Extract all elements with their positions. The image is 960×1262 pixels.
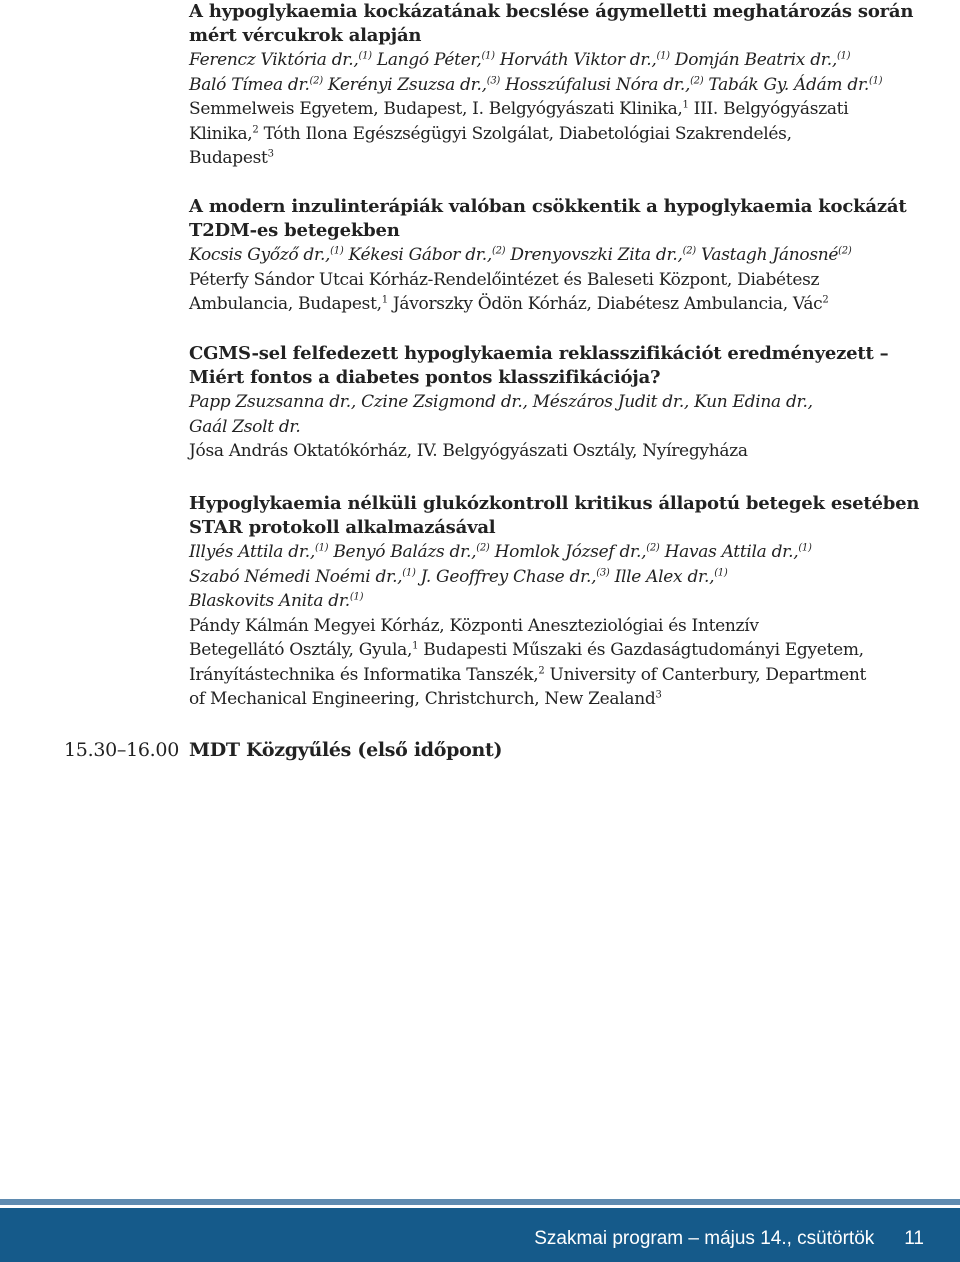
footnote-marker: (1) — [798, 542, 812, 554]
abstract-affiliation — [189, 292, 906, 317]
line-text: Pándy Kálmán Megyei Kórház, Központi Aneszteziológiai és Intenzív — [189, 615, 759, 636]
footnote-marker: (1) — [656, 50, 670, 62]
line-text: Illyés Attila dr., — [189, 542, 315, 562]
abstract-title: T2DM-es betegekben — [189, 220, 400, 241]
abstract-authors — [189, 390, 888, 415]
footnote-marker: (1) — [315, 542, 329, 554]
footnote-marker: (1) — [349, 591, 364, 603]
abstract-title: Miért fontos a diabetes pontos klasszifikációja? — [189, 367, 661, 388]
footnote-marker: (2) — [646, 542, 660, 554]
footnote-marker: (3) — [486, 74, 501, 86]
line-text: of Mechanical Engineering, Christchurch, New Zealand — [189, 689, 656, 709]
footnote-marker: (1) — [358, 50, 372, 62]
schedule-time: 15.30–16.00 — [64, 739, 179, 761]
abstract-title: mért vércukrok alapján — [189, 25, 422, 46]
footnote-marker: 2 — [252, 123, 259, 135]
line-text: Homlok József dr., — [489, 542, 647, 562]
abstract-authors — [189, 243, 906, 268]
abstract-title: A modern inzulinterápiák valóban csökkentik a hypoglykaemia kockázát — [189, 196, 907, 217]
line-text: Langó Péter, — [371, 50, 482, 70]
abstract-affiliation — [189, 146, 913, 171]
line-text: Szabó Némedi Noémi dr., — [189, 566, 403, 587]
line-text: Horváth Viktor dr., — [494, 50, 657, 70]
abstract-authors — [189, 565, 919, 590]
abstract-affiliation — [189, 687, 919, 712]
abstract-title: A hypoglykaemia kockázatának becslése ágymelletti meghatározás során — [189, 1, 914, 22]
footer-text-wrap — [534, 1228, 924, 1250]
footnote-marker: 1 — [682, 99, 689, 111]
line-text: Kerényi Zsuzsa dr., — [322, 74, 487, 95]
line-text: Ille Alex dr., — [609, 566, 715, 587]
line-text: Blaskovits Anita dr. — [189, 591, 350, 611]
page-number: 11 — [904, 1228, 924, 1249]
line-text: Hosszúfalusi Nóra dr., — [500, 74, 691, 95]
abstract-affiliation — [189, 268, 906, 293]
abstract-block — [189, 0, 913, 171]
abstract-affiliation — [189, 638, 919, 663]
footnote-marker: (2) — [476, 542, 490, 554]
line-text: J. Geoffrey Chase dr., — [415, 566, 597, 587]
line-text: Kékesi Gábor dr., — [343, 245, 492, 265]
page-footer — [0, 1208, 960, 1262]
footnote-marker: (2) — [309, 74, 323, 86]
line-text: Jávorszky Ödön Kórház, Diabétesz Ambulancia, Vác — [387, 294, 823, 314]
abstract-title: Hypoglykaemia nélküli glukózkontroll kritikus állapotú betegek esetében — [189, 493, 920, 514]
line-text: Drenyovszki Zita dr., — [505, 245, 683, 265]
footer-section-label: Szakmai program – május 14., csütörtök — [534, 1228, 875, 1249]
line-text: Péterfy Sándor Utcai Kórház-Rendelőintézet és Baleseti Központ, Diabétesz — [189, 269, 820, 290]
line-text: Betegellátó Osztály, Gyula, — [189, 640, 413, 660]
line-text: Budapest — [189, 148, 268, 168]
abstract-authors — [189, 48, 913, 73]
abstract-authors — [189, 589, 919, 614]
footnote-marker: 2 — [538, 664, 545, 676]
abstract-affiliation — [189, 122, 913, 147]
line-text: Gaál Zsolt dr. — [189, 416, 301, 437]
line-text: Irányítástechnika és Informatika Tanszék, — [189, 664, 539, 685]
line-text: Tóth Ilona Egészségügyi Szolgálat, Diabetológiai Szakrendelés, — [258, 123, 792, 144]
line-text: Budapesti Műszaki és Gazdaságtudományi Egyetem, — [418, 640, 864, 660]
line-text: III. Belgyógyászati — [688, 99, 849, 119]
line-text: Benyó Balázs dr., — [328, 542, 477, 562]
line-text: Havas Attila dr., — [659, 542, 799, 562]
abstract-block — [189, 492, 919, 712]
abstract-title: CGMS-sel felfedezett hypoglykaemia reklasszifikációt eredményezett – — [189, 343, 889, 364]
footnote-marker: (1) — [330, 245, 344, 257]
abstract-affiliation — [189, 614, 919, 639]
footnote-marker: (3) — [596, 566, 610, 578]
abstract-authors — [189, 73, 913, 98]
line-text: Tabák Gy. Ádám dr. — [703, 74, 870, 95]
footnote-marker: (1) — [869, 74, 883, 86]
footnote-marker: 1 — [412, 640, 419, 652]
line-text: Vastagh Jánosné — [695, 245, 839, 265]
line-text: Klinika, — [189, 123, 253, 144]
footnote-marker: (2) — [838, 245, 852, 257]
abstract-affiliation — [189, 663, 919, 688]
line-text: Jósa András Oktatókórház, IV. Belgyógyászati Osztály, Nyíregyháza — [189, 441, 748, 461]
line-text: Domján Beatrix dr., — [669, 50, 837, 70]
footnote-marker: 3 — [655, 689, 662, 701]
line-text: Ferencz Viktória dr., — [189, 50, 359, 70]
footnote-marker: (1) — [836, 50, 851, 62]
footer-divider — [0, 1199, 960, 1205]
abstract-block — [189, 342, 888, 464]
footnote-marker: 2 — [822, 294, 829, 306]
schedule-event: MDT Közgyűlés (első időpont) — [189, 739, 503, 761]
footnote-marker: (1) — [714, 566, 728, 578]
abstract-authors — [189, 415, 888, 440]
line-text: Semmelweis Egyetem, Budapest, I. Belgyógyászati Klinika, — [189, 99, 683, 119]
footnote-marker: 1 — [381, 294, 388, 306]
line-text: Kocsis Győző dr., — [189, 245, 331, 265]
footnote-marker: 3 — [267, 148, 274, 160]
abstract-affiliation — [189, 439, 888, 464]
abstract-affiliation — [189, 97, 913, 122]
line-text: Baló Tímea dr. — [189, 74, 310, 95]
line-text: Papp Zsuzsanna dr., Czine Zsigmond dr., Mészáros Judit dr., Kun Edina dr., — [189, 392, 813, 412]
abstract-authors — [189, 540, 919, 565]
footnote-marker: (1) — [402, 566, 416, 578]
footnote-marker: (2) — [682, 245, 696, 257]
abstract-title: STAR protokoll alkalmazásával — [189, 517, 496, 538]
footnote-marker: (1) — [481, 50, 495, 62]
footnote-marker: (2) — [491, 245, 506, 257]
line-text: University of Canterbury, Department — [544, 664, 867, 685]
footnote-marker: (2) — [690, 74, 704, 86]
line-text: Ambulancia, Budapest, — [189, 294, 382, 314]
abstract-block — [189, 195, 906, 317]
